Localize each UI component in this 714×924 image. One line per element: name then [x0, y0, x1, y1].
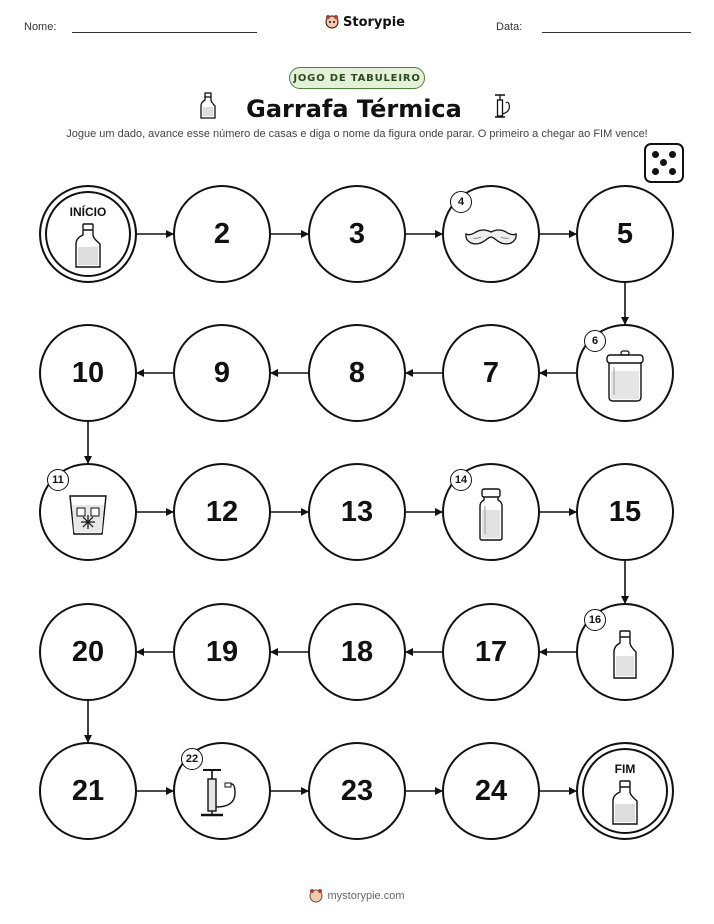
space-number: 17 — [474, 635, 508, 668]
board-space-14 — [442, 463, 540, 561]
board-space-24 — [442, 742, 540, 840]
space-number: 21 — [71, 774, 105, 807]
game-type-badge: JOGO DE TABULEIRO — [289, 67, 425, 89]
space-number: 10 — [71, 356, 105, 389]
footer — [0, 888, 714, 904]
brand-name: Storypie — [343, 14, 405, 30]
space-number: 2 — [213, 217, 231, 250]
board-space-8 — [308, 324, 406, 422]
footer-url[interactable]: mystorypie.com — [327, 890, 405, 902]
space-number: 13 — [340, 495, 374, 528]
date-label: Data: — [496, 21, 523, 33]
board-space-3 — [308, 185, 406, 283]
board-space-22 — [173, 742, 271, 840]
bottle-icon — [73, 223, 103, 274]
board-space-23 — [308, 742, 406, 840]
board-space-5 — [576, 185, 674, 283]
ice-glass-icon — [67, 493, 109, 542]
space-number: 15 — [608, 495, 642, 528]
board-space-6 — [576, 324, 674, 422]
jar-icon — [602, 349, 648, 408]
board-space-12 — [173, 463, 271, 561]
space-number: 24 — [474, 774, 508, 807]
space-number-badge: 16 — [584, 609, 606, 631]
footer-mascot-icon — [309, 888, 323, 904]
board-space-25 — [576, 742, 674, 840]
board-space-11 — [39, 463, 137, 561]
vial-icon — [478, 488, 504, 547]
space-number: 8 — [348, 356, 366, 389]
space-number-badge: 4 — [450, 191, 472, 213]
space-number: 9 — [213, 356, 231, 389]
space-number-badge: 14 — [450, 469, 472, 491]
space-number: 3 — [348, 217, 366, 250]
name-label: Nome: — [24, 21, 57, 33]
board-space-16 — [576, 603, 674, 701]
space-number: 23 — [340, 774, 374, 807]
board-space-17 — [442, 603, 540, 701]
end-label: FIM — [614, 762, 636, 776]
board-space-2 — [173, 185, 271, 283]
board-space-4 — [442, 185, 540, 283]
title-text: Garrafa Térmica — [246, 95, 462, 123]
space-number: 19 — [205, 635, 239, 668]
space-number: 18 — [340, 635, 374, 668]
space-number: 12 — [205, 495, 239, 528]
instructions: Jogue um dado, avance esse número de casas e diga o nome da figura onde parar. O primeiro a chegar ao FIM vence! — [66, 128, 648, 140]
space-number-badge: 22 — [181, 748, 203, 770]
board-space-10 — [39, 324, 137, 422]
board-space-13 — [308, 463, 406, 561]
mustache-icon — [463, 226, 519, 253]
space-number: 7 — [482, 356, 500, 389]
board-space-9 — [173, 324, 271, 422]
bottle-icon — [610, 780, 640, 831]
space-number-badge: 11 — [47, 469, 69, 491]
board-space-19 — [173, 603, 271, 701]
start-label: INÍCIO — [69, 205, 107, 219]
board-space-18 — [308, 603, 406, 701]
board-space-20 — [39, 603, 137, 701]
milk-bottle-icon — [612, 630, 638, 685]
board-space-21 — [39, 742, 137, 840]
board-space-15 — [576, 463, 674, 561]
space-number-badge: 6 — [584, 330, 606, 352]
board-space-7 — [442, 324, 540, 422]
space-number: 5 — [616, 217, 634, 250]
board-space-1 — [39, 185, 137, 283]
air-pump-icon — [199, 767, 245, 826]
space-number: 20 — [71, 635, 105, 668]
